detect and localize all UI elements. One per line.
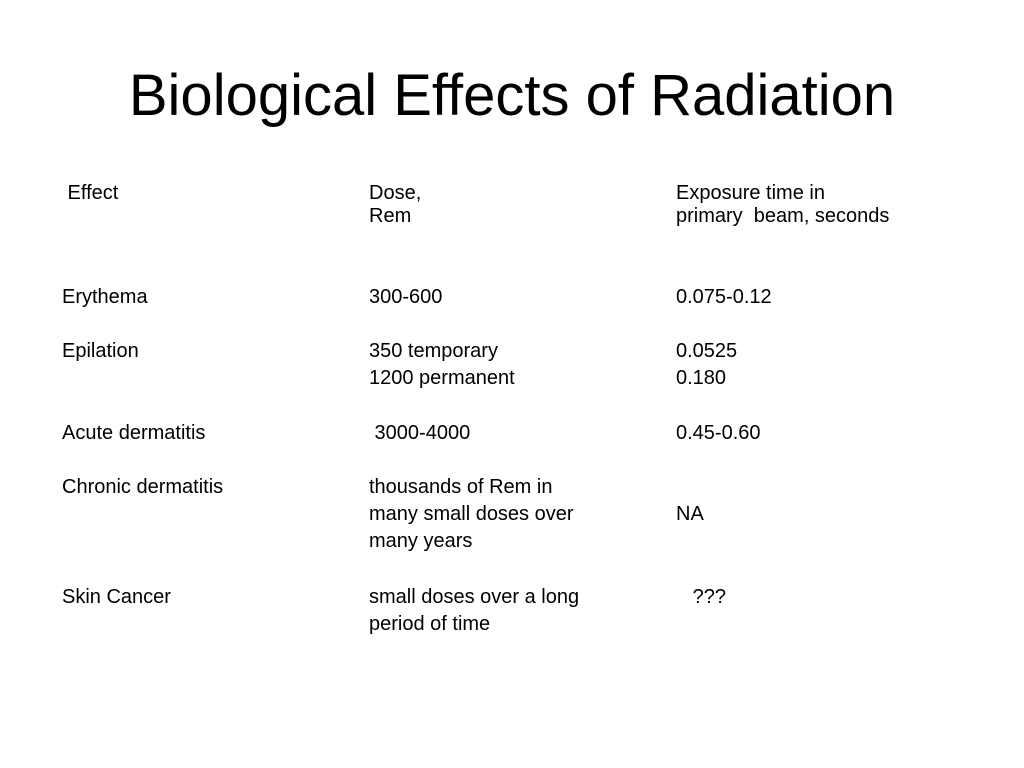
- row-exposure-erythema: 0.075-0.12: [676, 286, 772, 308]
- header-dose-line1: Dose,: [369, 182, 422, 204]
- row-dose-acute-dermatitis: 3000-4000: [369, 422, 471, 444]
- row-dose-chronic-dermatitis-2: many small doses over: [369, 503, 574, 525]
- row-effect-chronic-dermatitis: Chronic dermatitis: [62, 476, 224, 498]
- row-dose-epilation-1: 350 temporary: [369, 340, 498, 362]
- row-exposure-acute-dermatitis: 0.45-0.60: [676, 422, 761, 444]
- slide-title: Biological Effects of Radiation: [128, 63, 896, 128]
- row-exposure-epilation-1: 0.0525: [676, 340, 738, 362]
- row-dose-epilation-2: 1200 permanent: [369, 367, 515, 389]
- row-exposure-chronic-dermatitis: NA: [676, 503, 704, 525]
- header-dose-line2: Rem: [369, 205, 412, 227]
- row-dose-chronic-dermatitis-1: thousands of Rem in: [369, 476, 553, 498]
- row-dose-erythema: 300-600: [369, 286, 443, 308]
- row-dose-skin-cancer-2: period of time: [369, 613, 491, 635]
- row-effect-skin-cancer: Skin Cancer: [62, 586, 171, 608]
- row-exposure-skin-cancer: ???: [676, 586, 727, 608]
- row-exposure-epilation-2: 0.180: [676, 367, 727, 389]
- header-exposure-line1: Exposure time in: [676, 182, 825, 204]
- row-effect-acute-dermatitis: Acute dermatitis: [62, 422, 206, 444]
- header-effect: Effect: [62, 182, 119, 204]
- row-effect-epilation: Epilation: [62, 340, 139, 362]
- row-effect-erythema: Erythema: [62, 286, 148, 308]
- header-exposure-line2: primary beam, seconds: [676, 205, 890, 227]
- row-dose-skin-cancer-1: small doses over a long: [369, 586, 580, 608]
- row-dose-chronic-dermatitis-3: many years: [369, 530, 473, 552]
